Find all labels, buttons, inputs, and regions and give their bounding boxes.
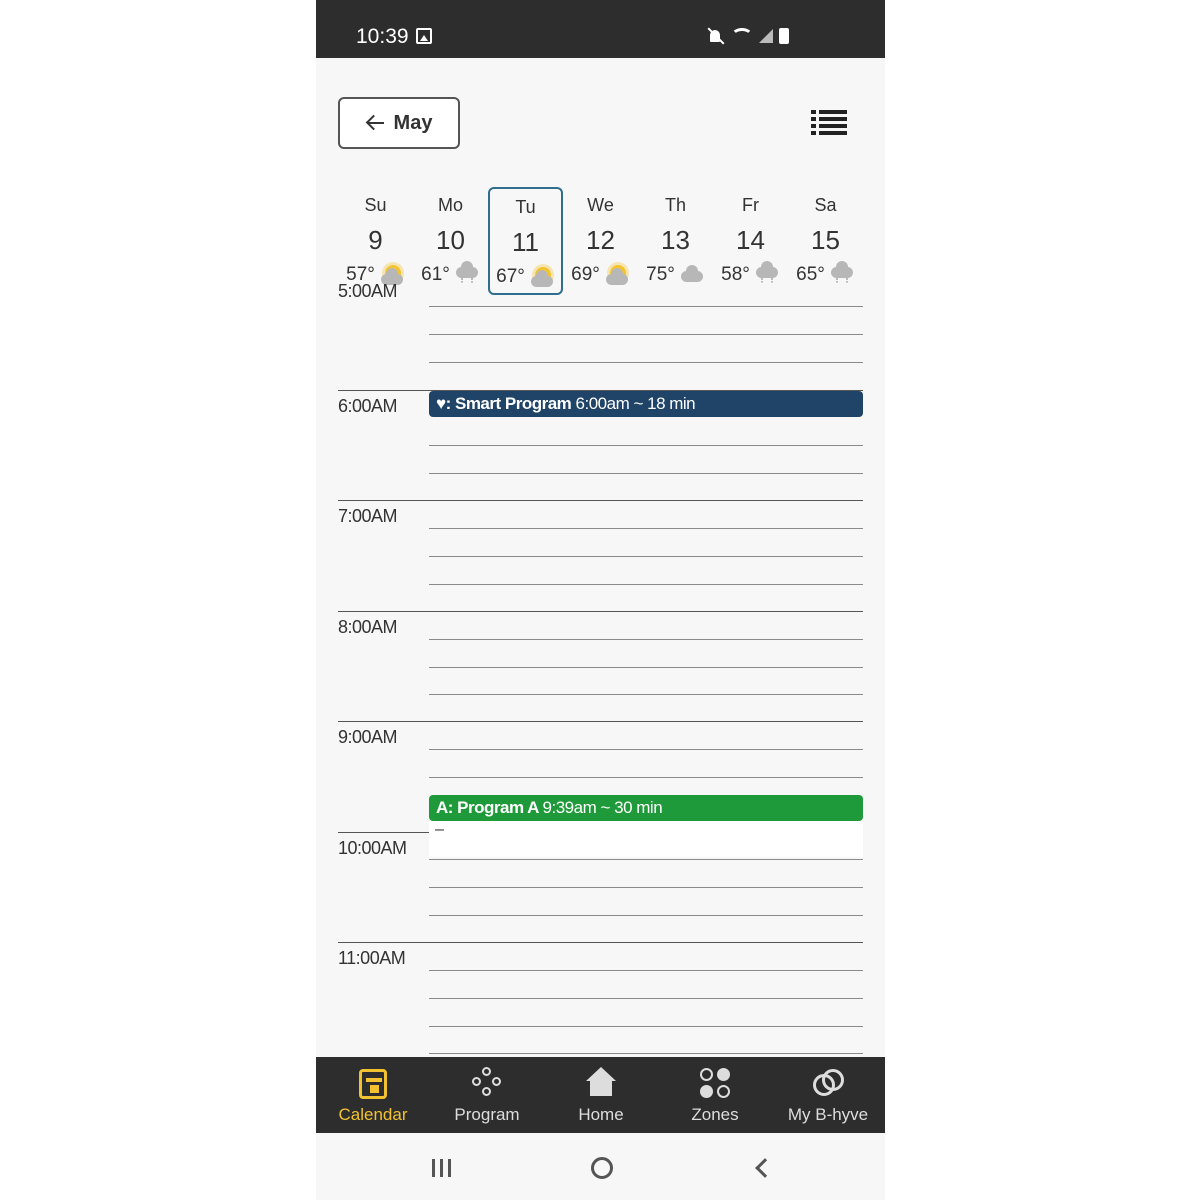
- day-weather: [638, 263, 713, 287]
- day-date: 9: [368, 225, 383, 255]
- phone-screen: [316, 0, 885, 1200]
- day-temp: 61°: [421, 264, 450, 285]
- bottom-nav: [316, 1057, 885, 1133]
- system-home-icon[interactable]: [591, 1157, 613, 1179]
- day-temp: 57°: [346, 264, 375, 285]
- day-date: 11: [512, 227, 539, 257]
- home-icon: [585, 1067, 617, 1097]
- day-date: 14: [736, 225, 765, 255]
- day-temp: 75°: [646, 264, 675, 285]
- day-name: Su: [364, 195, 387, 215]
- day-name: Fr: [742, 195, 759, 215]
- day-temp: 65°: [796, 264, 825, 285]
- event-program-a-body[interactable]: [429, 821, 863, 857]
- event-program-a[interactable]: [429, 795, 863, 821]
- battery-icon: [779, 28, 789, 44]
- hour-label: 7:00AM: [338, 506, 398, 526]
- hour-label: 6:00AM: [338, 396, 398, 416]
- nav-label: Calendar: [338, 1105, 408, 1124]
- event-title: ♥: Smart Program: [436, 394, 572, 413]
- event-time: 9:39am ~ 30 min: [542, 798, 663, 817]
- day-name: Th: [664, 195, 686, 215]
- gallery-icon: [416, 28, 432, 44]
- hour-label: 9:00AM: [338, 727, 398, 747]
- event-smart-program[interactable]: [429, 391, 863, 417]
- event-detail: –: [435, 821, 444, 838]
- day-date: 13: [661, 225, 690, 255]
- hour-label: 10:00AM: [338, 838, 407, 858]
- day-weather: [413, 263, 488, 287]
- day-weather: [713, 263, 788, 287]
- day-sunday[interactable]: [338, 187, 413, 295]
- nav-label: My B-hyve: [787, 1105, 869, 1124]
- day-name: Sa: [814, 195, 837, 215]
- nav-zones[interactable]: [658, 1057, 772, 1133]
- hour-label-partial: 5:00AM: [338, 281, 398, 301]
- month-back-button[interactable]: [338, 97, 460, 149]
- day-temp: 69°: [571, 264, 600, 285]
- list-view-icon[interactable]: [811, 110, 847, 136]
- status-icons: [707, 25, 789, 47]
- day-weather: [788, 263, 863, 287]
- nav-label: Program: [454, 1105, 520, 1124]
- day-friday[interactable]: [713, 187, 788, 295]
- nav-home[interactable]: [544, 1057, 658, 1133]
- arrow-left-icon: [366, 116, 384, 130]
- nav-program[interactable]: [430, 1057, 544, 1133]
- partly-sunny-icon: [604, 263, 630, 287]
- day-weather: [563, 263, 638, 287]
- mute-icon: [707, 27, 725, 45]
- day-tuesday-selected[interactable]: [488, 187, 563, 295]
- day-monday[interactable]: [413, 187, 488, 295]
- day-date: 15: [811, 225, 840, 255]
- day-thursday[interactable]: [638, 187, 713, 295]
- day-temp: 58°: [721, 264, 750, 285]
- status-bar: [316, 0, 885, 58]
- wifi-icon: [731, 28, 753, 44]
- signal-icon: [759, 29, 773, 43]
- system-nav: [316, 1133, 885, 1200]
- month-label: May: [393, 111, 433, 134]
- zones-icon: [698, 1067, 732, 1101]
- calendar-icon: [359, 1069, 387, 1099]
- day-wednesday[interactable]: [563, 187, 638, 295]
- nav-calendar[interactable]: [316, 1057, 430, 1133]
- hour-label: 8:00AM: [338, 617, 398, 637]
- cloudy-icon: [679, 263, 705, 287]
- status-time: 10:39: [356, 25, 409, 48]
- system-back-icon[interactable]: [755, 1158, 775, 1178]
- hour-label: 11:00AM: [338, 948, 406, 968]
- day-temp: 67°: [496, 266, 525, 287]
- nav-label: Home: [578, 1105, 624, 1124]
- day-date: 10: [436, 225, 465, 255]
- partly-sunny-icon: [529, 265, 555, 289]
- rain-icon: [454, 263, 480, 287]
- day-name: Mo: [437, 195, 463, 215]
- program-icon: [470, 1067, 504, 1101]
- nav-label: Zones: [691, 1105, 739, 1124]
- day-saturday[interactable]: [788, 187, 863, 295]
- nav-my-bhyve[interactable]: [771, 1057, 885, 1133]
- event-title: A: Program A: [436, 798, 539, 817]
- day-date: 12: [586, 225, 615, 255]
- rain-icon: [754, 263, 780, 287]
- event-time: 6:00am ~ 18 min: [575, 394, 696, 413]
- day-name: Tu: [515, 197, 536, 217]
- rain-icon: [829, 263, 855, 287]
- week-strip: [338, 187, 863, 297]
- day-timeline[interactable]: [316, 281, 885, 1057]
- day-weather: [490, 265, 561, 289]
- day-name: We: [587, 195, 614, 215]
- recents-icon[interactable]: [432, 1159, 454, 1177]
- my-bhyve-icon: [811, 1067, 845, 1101]
